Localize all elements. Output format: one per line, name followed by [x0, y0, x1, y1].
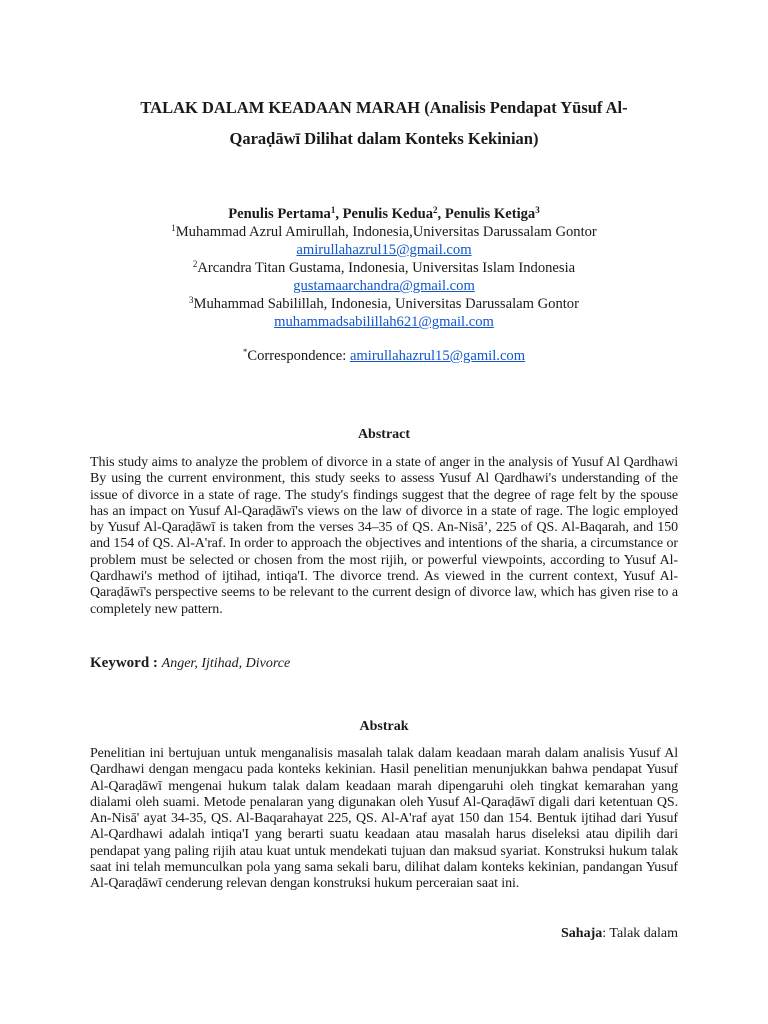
author-sup: 1: [330, 205, 336, 215]
affiliation-text: Arcandra Titan Gustama, Indonesia, Universitas Islam Indonesia: [197, 260, 576, 276]
affiliation-text: Muhammad Sabilillah, Indonesia, Universitas Darussalam Gontor: [193, 296, 579, 312]
author-separator: ,: [335, 206, 343, 222]
footer-line: [561, 926, 678, 942]
abstract-text: This study aims to analyze the problem of divorce in a state of anger in the analysis of Yusuf Al Qardhawi By using the current environment, this study seeks to assess Yusuf Al Qardhawi's understanding of the issue of divorce in a state of rage. The study's findings suggest that the degree of rage felt by the spouse has an impact on Yusuf Al-Qaraḍāwī's views on the law of divorce in a state of rage. The logic employed by Yusuf Al-Qaraḍāwī is taken from the verses 34–35 of QS. An-Nisā’, 225 of QS. Al-Baqarah, and 150 and 154 of QS. Al-A'raf. In order to approach the objectives and intentions of the sharia, a circumstance or problem must be selected or chosen from the most rijih, or powerful viewpoints, according to Yusuf Al-Qardhawi's method of ijtihad, intiqa'I. The divorce trend. As viewed in the current context, Yusuf Al-Qaraḍāwī's perspective seems to be relevant to the current design of divorce law, which has given rise to a completely new pattern.: [90, 455, 678, 617]
correspondence-sup: *: [242, 347, 248, 357]
correspondence-label: Correspondence:: [247, 348, 350, 364]
paper-title-line-2: Qaraḍāwī Dilihat dalam Konteks Kekinian): [229, 129, 539, 148]
abstract-heading: Abstract: [357, 427, 411, 442]
author-name: Penulis Ketiga: [444, 206, 536, 222]
author-sup: 2: [433, 205, 438, 215]
correspondence-email-link[interactable]: amirullahazrul15@gamil.com: [349, 348, 526, 364]
keyword-line: [90, 655, 290, 672]
affiliation-sup: 2: [192, 259, 198, 269]
affiliation-sup: 1: [171, 223, 176, 233]
author-sup: 3: [535, 205, 540, 215]
author-block: [90, 205, 678, 365]
affiliation-email-2: [90, 277, 678, 295]
footer-label: Sahaja: [561, 926, 603, 941]
affiliation-text: Muhammad Azrul Amirullah, Indonesia,Universitas Darussalam Gontor: [175, 224, 597, 240]
affiliation-2: [90, 259, 678, 277]
author-name: Penulis Pertama: [228, 206, 331, 222]
author-separator: ,: [437, 206, 445, 222]
paper-title: [90, 92, 678, 154]
abstrak-text: Penelitian ini bertujuan untuk menganalisis masalah talak dalam keadaan marah dalam analisis Yusuf Al Qardhawi dengan mengacu pada konteks kekinian. Hasil penelitian menunjukkan bahwa pendapat Yusuf Al-Qaraḍāwī mengenai hukum talak dalam keadaan marah dipengaruhi oleh tingkat kemarahan yang dialami oleh suami. Metode penalaran yang digunakan oleh Yusuf Al-Qaraḍāwī digali dari ketentuan QS. An-Nisā' ayat 34-35, QS. Al-Baqarahayat 225, QS. Al-A'raf ayat 150 dan 154. Bentuk ijtihad dari Yusuf Al-Qardhawi adalah intiqa'I yang berarti suatu keadaan atau masalah harus diseleksi atau dipilih dari pendapat yang paling rijih atau kuat untuk mendekati tujuan dan maksud syariat. Konstruksi hukum talak saat ini telah memunculkan pola yang sama sekali baru, dilihat dalam konteks kekinian, pandangan Yusuf Al-Qaraḍāwī cenderung relevan dengan konstruksi hukum perceraian saat ini.: [90, 746, 678, 892]
email-link[interactable]: amirullahazrul15@gmail.com: [296, 242, 472, 258]
email-link[interactable]: muhammadsabilillah621@gmail.com: [274, 314, 494, 330]
affiliation-email-3: [90, 313, 678, 331]
affiliation-1: [90, 223, 678, 241]
author-name: Penulis Kedua: [342, 206, 434, 222]
keyword-values: Anger, Ijtihad, Divorce: [161, 656, 291, 671]
correspondence-line: [90, 347, 678, 365]
affiliation-email-1: [90, 241, 678, 259]
author-names: [90, 205, 678, 223]
paper-title-line-1: TALAK DALAM KEADAAN MARAH (Analisis Pendapat Yūsuf Al-: [140, 98, 628, 117]
email-link[interactable]: gustamaarchandra@gmail.com: [293, 278, 475, 294]
affiliation-sup: 3: [189, 295, 194, 305]
affiliation-3: [90, 295, 678, 313]
abstrak-heading: Abstrak: [359, 719, 409, 734]
keyword-label: Keyword :: [90, 655, 162, 671]
footer-text: : Talak dalam: [602, 926, 678, 941]
